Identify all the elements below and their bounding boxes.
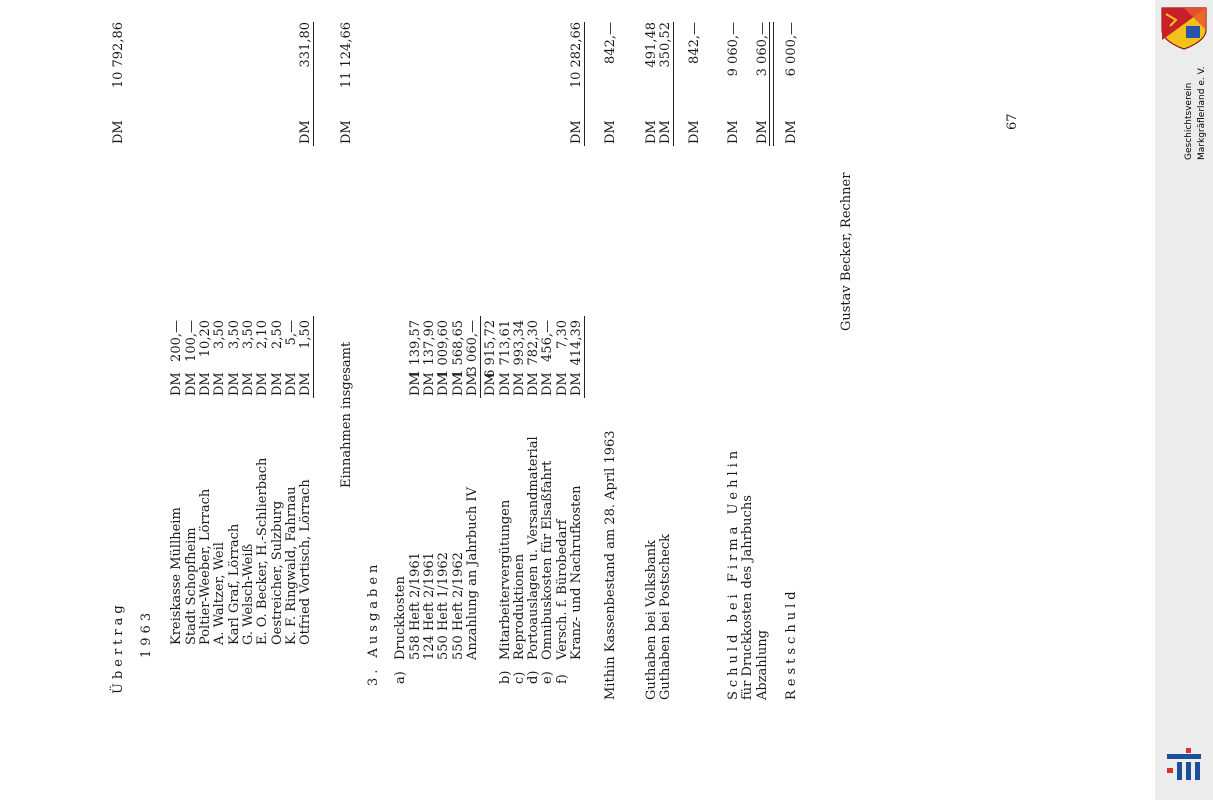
expense-dm: DM <box>569 372 584 396</box>
expense-letter: f) <box>555 674 570 684</box>
year-heading: 1963 <box>139 608 154 658</box>
society-name <box>1155 0 1213 800</box>
guthaben-rule <box>673 22 674 146</box>
druck-name: Anzahlung an Jahrbuch IV <box>465 487 480 660</box>
income-amount: 1,50 <box>298 320 313 349</box>
income-dm: DM <box>169 372 184 396</box>
druck-rule <box>480 316 481 398</box>
income-subtotal-dm: DM <box>298 120 313 144</box>
druck-letter: a) <box>393 671 408 684</box>
druck-amount: 3 060,— <box>465 320 480 375</box>
income-name: G. Welsch-Weiß <box>241 543 256 645</box>
guthaben-name: Guthaben bei Postscheck <box>658 533 673 700</box>
kasse-label: Mithin Kassenbestand am 28. April 1963 <box>603 430 618 700</box>
income-subtotal-amount: 331,80 <box>298 22 313 68</box>
druck-name: 550 Heft 1/1962 <box>436 552 451 660</box>
society-line1: Geschichtsverein <box>1184 82 1194 160</box>
druck-amount: 1 568,65 <box>451 320 466 378</box>
income-name: Kreiskasse Müllheim <box>169 507 184 645</box>
expenses-total-rule <box>584 22 585 146</box>
income-dm: DM <box>298 372 313 396</box>
income-dm: DM <box>212 372 227 396</box>
expenses-total-amount: 10 282,66 <box>569 22 584 89</box>
expense-dm: DM <box>540 372 555 396</box>
expense-dm: DM <box>498 372 513 396</box>
druck-name: 124 Heft 2/1961 <box>422 552 437 660</box>
expense-amount: 414,39 <box>569 320 584 366</box>
income-name: A. Waltzer, Weil <box>212 542 227 645</box>
expense-amount: 456,— <box>540 320 555 362</box>
society-line2: Markgräflerland e. V. <box>1197 66 1207 160</box>
druck-subtotal-amount: 6 915,72 <box>483 320 498 378</box>
income-name: Stadt Schopfheim <box>184 527 199 645</box>
expense-name: Mitarbeitervergütungen <box>498 499 513 660</box>
page-number: 67 <box>1005 113 1020 130</box>
uebertrag-dm: DM <box>111 120 126 144</box>
income-amount: 2,50 <box>270 320 285 349</box>
expense-dm: DM <box>526 372 541 396</box>
income-dm: DM <box>184 372 199 396</box>
expense-dm: DM <box>512 372 527 396</box>
abzahlung-label: Abzahlung <box>755 630 770 700</box>
uebertrag-label: Übertrag <box>111 601 126 694</box>
income-amount: 3,50 <box>227 320 242 349</box>
expense-name: Reproduktionen <box>512 553 527 660</box>
schuld-dm: DM <box>726 120 741 144</box>
druck-dm: DM <box>465 372 480 396</box>
expense-amount: 993,34 <box>512 320 527 366</box>
expense-letter: b) <box>498 670 513 684</box>
ausgaben-heading: 3. Ausgaben <box>366 560 381 686</box>
restschuld-dm: DM <box>784 120 799 144</box>
expense-name: Versch. f. Bürobedarf <box>555 519 570 660</box>
druck-name: 550 Heft 2/1962 <box>451 552 466 660</box>
guthaben-dm: DM <box>644 120 659 144</box>
kasse-dm: DM <box>603 120 618 144</box>
restschuld-label: Restschuld <box>784 587 799 700</box>
total-label: Einnahmen insgesamt <box>339 341 354 488</box>
guthaben-dm: DM <box>658 120 673 144</box>
expense-name: Omnibuskosten für Elsaßfahrt <box>540 460 555 660</box>
expense-dm: DM <box>555 372 570 396</box>
income-dm: DM <box>255 372 270 396</box>
income-amount: 200,— <box>169 320 184 362</box>
uebertrag-amount: 10 792,86 <box>111 22 126 89</box>
guthaben-total-amount: 842,— <box>687 22 702 64</box>
expense-amount: 7,30 <box>555 320 570 349</box>
guthaben-total-dm: DM <box>687 120 702 144</box>
expenses-total-dm: DM <box>569 120 584 144</box>
total-dm: DM <box>339 120 354 144</box>
signature: Gustav Becker, Rechner <box>839 172 854 331</box>
income-name: Poltier-Weeber, Lörrach <box>198 488 213 645</box>
expense-letter: c) <box>512 671 527 684</box>
abzahlung-rule <box>769 22 774 146</box>
expense-letter: e) <box>540 671 555 684</box>
kasse-amount: 842,— <box>603 22 618 64</box>
expense-letter: d) <box>526 670 541 684</box>
schuld-amount: 9 060,— <box>726 22 741 77</box>
guthaben-name: Guthaben bei Volksbank <box>644 540 659 700</box>
income-name: K. F. Ringwald, Fahrnau <box>284 486 299 645</box>
expense-amount: 713,61 <box>498 320 513 366</box>
income-amount: 3,50 <box>241 320 256 349</box>
abzahlung-amount: 3 060,— <box>755 22 770 77</box>
druck-dm: DM <box>422 372 437 396</box>
druck-amount: 1 139,57 <box>408 320 423 378</box>
abzahlung-dm: DM <box>755 120 770 144</box>
guthaben-amount: 491,48 <box>644 22 659 68</box>
income-dm: DM <box>284 372 299 396</box>
income-rule <box>313 316 314 398</box>
druck-amount: 137,90 <box>422 320 437 366</box>
druck-subtotal-dm: DM <box>483 372 498 396</box>
guthaben-amount: 350,52 <box>658 22 673 68</box>
income-name: Oestreicher, Sulzburg <box>270 500 285 645</box>
income-amount: 100,— <box>184 320 199 362</box>
druck-name: 558 Heft 2/1961 <box>408 552 423 660</box>
druck-amount: 1 009,60 <box>436 320 451 378</box>
income-amount: 10,20 <box>198 320 213 358</box>
total-amount: 11 124,66 <box>339 22 354 89</box>
expense-rule <box>584 316 585 398</box>
druck-title: Druckkosten <box>393 576 408 660</box>
schuld-line1: Schuld bei Firma Uehlin <box>726 446 741 700</box>
restschuld-amount: 6 000,— <box>784 22 799 77</box>
income-dm: DM <box>270 372 285 396</box>
income-name: Karl Graf, Lörrach <box>227 523 242 645</box>
income-dm: DM <box>241 372 256 396</box>
income-dm: DM <box>227 372 242 396</box>
expense-name: Kranz- und Nachrufkosten <box>569 485 584 660</box>
income-name: Otfried Vortisch, Lörrach <box>298 479 313 645</box>
druck-dm: DM <box>451 372 466 396</box>
druck-dm: DM <box>408 372 423 396</box>
income-amount: 5,— <box>284 320 299 346</box>
expense-amount: 782,30 <box>526 320 541 366</box>
income-amount: 2,10 <box>255 320 270 349</box>
druck-dm: DM <box>436 372 451 396</box>
footer-credit <box>0 0 60 800</box>
expense-name: Portoauslagen u. Versandmaterial <box>526 436 541 660</box>
income-subtotal-rule <box>313 22 314 146</box>
income-amount: 3,50 <box>212 320 227 349</box>
income-dm: DM <box>198 372 213 396</box>
schuld-line2: für Druckkosten des Jahrbuchs <box>740 495 755 700</box>
income-name: E. O. Becker, H.-Schlierbach <box>255 457 270 645</box>
